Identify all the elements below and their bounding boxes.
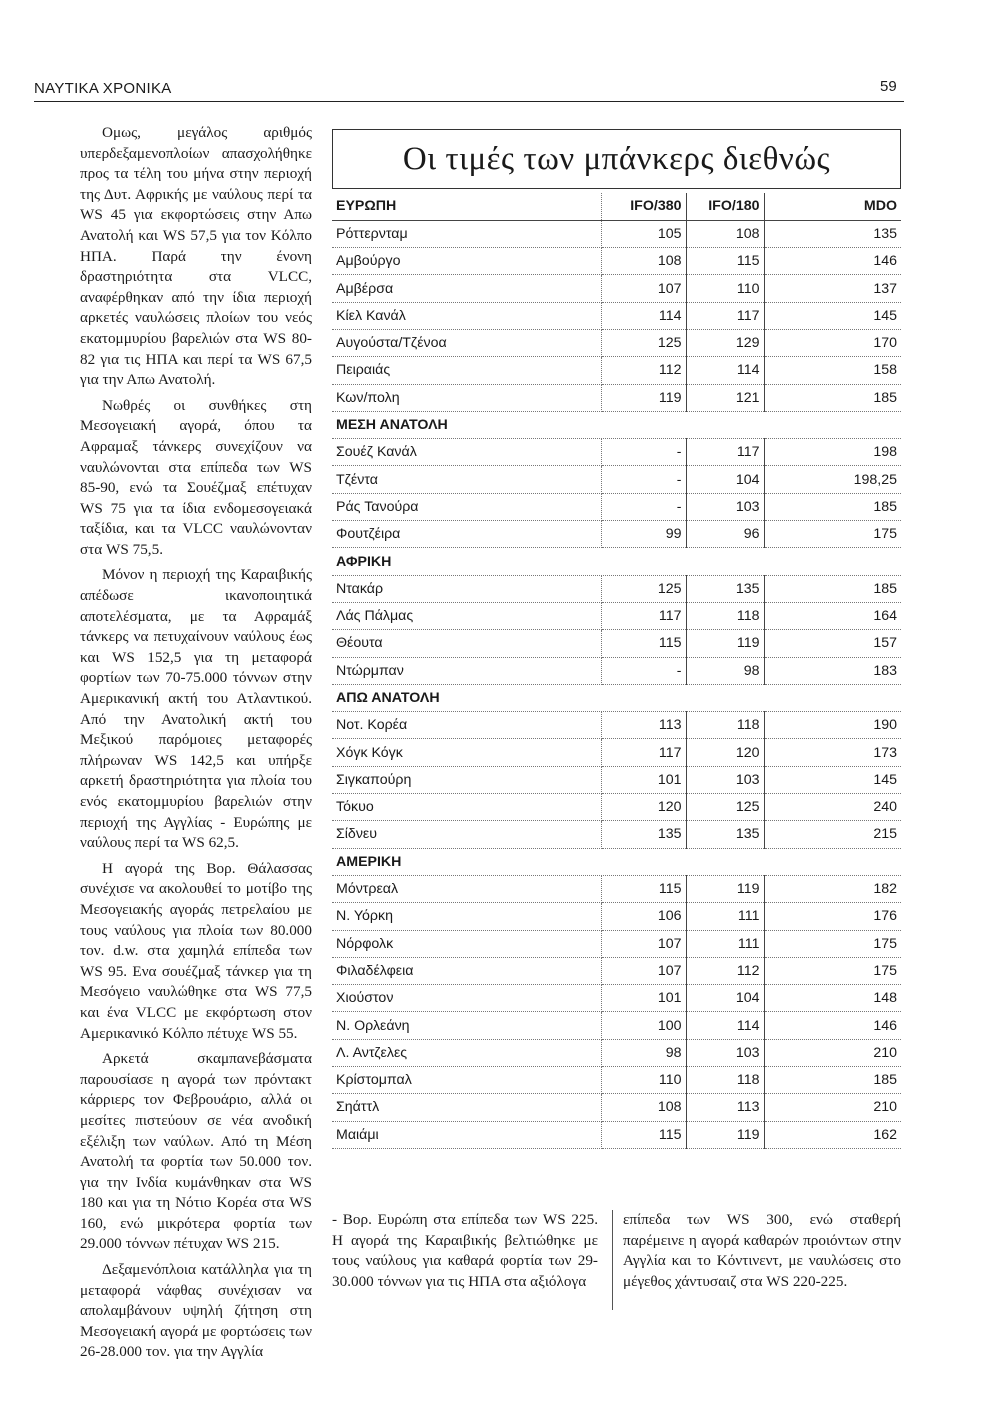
price-mdo: 185 [764, 384, 901, 411]
port-row [332, 1094, 901, 1121]
price-ifo180: 117 [686, 302, 764, 329]
port-row [332, 575, 901, 602]
price-mdo: 198 [764, 439, 901, 466]
price-ifo380: 113 [601, 712, 686, 739]
port-name: Σίδνευ [332, 821, 601, 848]
price-ifo380: 101 [601, 766, 686, 793]
article-paragraph: Νωθρές οι συνθήκες στη Μεσογειακή αγορά, όπου τα Αφραμαξ τάνκερς συνεχίζουν να ναυλώνονται στα επίπεδα των WS 85-90, ενώ τα Σουέζμαξ επέτυχαν WS 75 για τα ίδια ενδομεσογειακά ταξίδια, και τα VLCC ναυλώνονταν στα WS 75,5. [80, 396, 312, 558]
price-ifo380: - [601, 493, 686, 520]
port-row [332, 275, 901, 302]
price-ifo180: 118 [686, 712, 764, 739]
port-row [332, 1121, 901, 1148]
price-ifo180: 103 [686, 493, 764, 520]
port-row [332, 739, 901, 766]
price-ifo180: 98 [686, 657, 764, 684]
price-mdo: 215 [764, 821, 901, 848]
price-ifo380: - [601, 439, 686, 466]
price-ifo380: 115 [601, 875, 686, 902]
price-ifo380: 115 [601, 1121, 686, 1148]
price-ifo180: 118 [686, 602, 764, 629]
price-ifo180: 118 [686, 1067, 764, 1094]
port-name: Πειραιάς [332, 357, 601, 384]
price-mdo: 183 [764, 657, 901, 684]
price-ifo180: 114 [686, 1012, 764, 1039]
article-paragraph: Ομως, μεγάλος αριθμός υπερδεξαμενοπλοίων απασχολήθηκε προς τα τέλη του μήνα στην περιοχή της Δυτ. Αφρικής με ναύλους περί τα WS 45 για εκφορτώσεις στην Απω Ανατολή και WS 57,5 για τον Κόλπο ΗΠΑ. Παρά την ένονη δραστηριότητα στα VLCC, αναφέρθηκαν από την ίδια περιοχή αρκετές ναυλώσεις πλοίων του νεός εκατομμυρίου βαρελιών στα WS 80-82 για τις ΗΠΑ και περί τα WS 67,5 για την Απω Ανατολή. [80, 124, 312, 389]
port-row [332, 439, 901, 466]
price-ifo380: 108 [601, 1094, 686, 1121]
price-ifo380: 110 [601, 1067, 686, 1094]
region-heading: ΕΥΡΩΠΗ [332, 193, 601, 220]
article-left-column [80, 123, 312, 1368]
price-mdo: 198,25 [764, 466, 901, 493]
price-ifo180: 115 [686, 248, 764, 275]
price-mdo: 157 [764, 630, 901, 657]
port-name: Σηάττλ [332, 1094, 601, 1121]
price-ifo380: 112 [601, 357, 686, 384]
price-ifo380: 106 [601, 903, 686, 930]
price-mdo: 146 [764, 248, 901, 275]
header-rule [34, 101, 904, 102]
port-row [332, 357, 901, 384]
table-title: Οι τιμές των μπάνκερς διεθνώς [402, 140, 831, 177]
price-ifo380: 100 [601, 1012, 686, 1039]
port-row [332, 602, 901, 629]
price-mdo: 145 [764, 302, 901, 329]
article-paragraph: Δεξαμενόπλοια κατάλληλα για τη μεταφορά νάφθας συνέχισαν να απολαμβάνουν υψηλή ζήτηση στη Μεσογειακή αγορά με φορτώσεις των 26-28.000 τον. για την Αγγλία [80, 1261, 312, 1361]
price-ifo380: 119 [601, 384, 686, 411]
price-ifo180: 113 [686, 1094, 764, 1121]
port-name: Κων/πολη [332, 384, 601, 411]
price-ifo180: 135 [686, 575, 764, 602]
article-paragraph: Αρκετά σκαμπανεβάσματα παρουσίασε η αγορά των πρόντακτ κάρριερς τον Φεβρουάριο, αλλά οι μεσίτες πιστεύουν σε νέα ανοδική εξέλιξη των ναύλων. Από τη Μέση Ανατολή τα φορτία των 50.000 τον. για την Ινδία κυμάνθηκαν στα WS 180 και για τη Νότιο Κορέα στα WS 160, ενώ μικρότερα φορτία των 29.000 τόννων πέτυχαν WS 215. [80, 1050, 312, 1253]
port-name: Φουτζέιρα [332, 521, 601, 548]
port-row [332, 794, 901, 821]
price-ifo380: - [601, 466, 686, 493]
price-ifo180: 120 [686, 739, 764, 766]
port-row [332, 957, 901, 984]
price-mdo: 148 [764, 985, 901, 1012]
region-heading: ΑΠΩ ΑΝΑΤΟΛΗ [332, 684, 901, 711]
price-ifo180: 111 [686, 903, 764, 930]
price-ifo180: 103 [686, 766, 764, 793]
price-ifo180: 117 [686, 439, 764, 466]
price-mdo: 185 [764, 575, 901, 602]
port-row [332, 302, 901, 329]
port-row [332, 821, 901, 848]
price-mdo: 162 [764, 1121, 901, 1148]
price-ifo180: 135 [686, 821, 764, 848]
price-ifo180: 125 [686, 794, 764, 821]
price-ifo180: 121 [686, 384, 764, 411]
price-ifo180: 110 [686, 275, 764, 302]
price-ifo180: 96 [686, 521, 764, 548]
port-row [332, 493, 901, 520]
port-name: Μαιάμι [332, 1121, 601, 1148]
port-row [332, 1012, 901, 1039]
price-ifo380: 107 [601, 957, 686, 984]
port-name: Αυγούστα/Τζένοα [332, 329, 601, 356]
port-name: Αμβούργο [332, 248, 601, 275]
port-row [332, 766, 901, 793]
price-ifo380: 117 [601, 739, 686, 766]
price-mdo: 170 [764, 329, 901, 356]
port-name: Τζέντα [332, 466, 601, 493]
price-ifo180: 114 [686, 357, 764, 384]
price-ifo180: 103 [686, 1039, 764, 1066]
port-name: Κρίστομπαλ [332, 1067, 601, 1094]
price-ifo380: 125 [601, 575, 686, 602]
port-row [332, 630, 901, 657]
price-mdo: 173 [764, 739, 901, 766]
region-row [332, 193, 901, 220]
column-header-mdo: MDO [764, 193, 901, 220]
bottom-text-column-1 [332, 1210, 598, 1292]
port-row [332, 930, 901, 957]
price-mdo: 185 [764, 493, 901, 520]
price-mdo: 135 [764, 220, 901, 247]
price-mdo: 175 [764, 521, 901, 548]
column-header-ifo180: IFO/180 [686, 193, 764, 220]
price-ifo380: 114 [601, 302, 686, 329]
region-row [332, 848, 901, 875]
price-ifo380: 99 [601, 521, 686, 548]
column-divider [612, 1210, 613, 1310]
price-ifo380: 101 [601, 985, 686, 1012]
price-ifo380: 107 [601, 275, 686, 302]
bottom-paragraph: επίπεδα των WS 300, ενώ σταθερή παρέμεινε η αγορά καθαρών προιόντων στην Αγγλία και το Κόντινεντ, με ναυλώσεις στο μέγεθος χάντυσαιζ στα WS 220-225. [623, 1211, 901, 1290]
price-ifo180: 111 [686, 930, 764, 957]
price-ifo180: 104 [686, 466, 764, 493]
region-heading: ΜΕΣΗ ΑΝΑΤΟΛΗ [332, 411, 901, 438]
port-name: Χόγκ Κόγκ [332, 739, 601, 766]
port-name: Τόκυο [332, 794, 601, 821]
port-row [332, 903, 901, 930]
price-mdo: 158 [764, 357, 901, 384]
port-row [332, 712, 901, 739]
page-number: 59 [880, 78, 897, 95]
port-name: Νόρφολκ [332, 930, 601, 957]
port-name: Ντώρμπαν [332, 657, 601, 684]
price-ifo380: 108 [601, 248, 686, 275]
region-heading: ΑΦΡΙΚΗ [332, 548, 901, 575]
port-name: Θέουτα [332, 630, 601, 657]
port-name: Χιούστον [332, 985, 601, 1012]
port-row [332, 875, 901, 902]
bottom-text-column-2 [623, 1210, 901, 1292]
price-ifo180: 119 [686, 1121, 764, 1148]
price-mdo: 176 [764, 903, 901, 930]
price-mdo: 146 [764, 1012, 901, 1039]
price-mdo: 240 [764, 794, 901, 821]
port-row [332, 384, 901, 411]
port-name: Ν. Υόρκη [332, 903, 601, 930]
price-ifo380: 125 [601, 329, 686, 356]
bunker-prices-table [332, 193, 901, 1149]
price-mdo: 185 [764, 1067, 901, 1094]
port-name: Φιλαδέλφεια [332, 957, 601, 984]
price-ifo180: 104 [686, 985, 764, 1012]
price-mdo: 190 [764, 712, 901, 739]
port-row [332, 248, 901, 275]
port-name: Κίελ Κανάλ [332, 302, 601, 329]
port-name: Ν. Ορλεάνη [332, 1012, 601, 1039]
port-name: Σουέζ Κανάλ [332, 439, 601, 466]
price-mdo: 175 [764, 930, 901, 957]
region-row [332, 411, 901, 438]
price-mdo: 175 [764, 957, 901, 984]
price-ifo380: 105 [601, 220, 686, 247]
port-row [332, 1039, 901, 1066]
price-mdo: 137 [764, 275, 901, 302]
price-ifo180: 108 [686, 220, 764, 247]
price-ifo380: 120 [601, 794, 686, 821]
price-ifo180: 129 [686, 329, 764, 356]
price-mdo: 210 [764, 1039, 901, 1066]
price-ifo380: 115 [601, 630, 686, 657]
port-name: Λάς Πάλμας [332, 602, 601, 629]
region-heading: ΑΜΕΡΙΚΗ [332, 848, 901, 875]
article-paragraph: Η αγορά της Βορ. Θάλασσας συνέχισε να ακολουθεί το μοτίβο της Μεσογειακής αγοράς πετρελαίου με τους ναύλους για πλοία των 80.000 τον. d.w. στα χαμηλά επίπεδα των WS 95. Ενα σουέζμαξ τάνκερ για τη Μεσόγειο ναυλώθηκε στα WS 77,5 και ένα VLCC με εκφόρτωση στον Αμερικανικό Κόλπο πέτυχε WS 55. [80, 859, 312, 1042]
price-mdo: 210 [764, 1094, 901, 1121]
port-row [332, 1067, 901, 1094]
port-row [332, 329, 901, 356]
port-name: Μόντρεαλ [332, 875, 601, 902]
article-paragraph: Μόνον η περιοχή της Καραιβικής απέδωσε ικανοποιητικά αποτελέσματα, με τα Αφραμάξ τάνκερς να πετυχαίνουν ναύλους έως και WS 152,5 για τη μεταφορά φορτίων των 70-75.000 τόννων στην Αμερικανική ακτή του Ατλαντικού. Από την Ανατολική ακτή του Μεξικού παρόμοιες μεταφορές πλήρωναν WS 142,5 και υπήρξε αρκετή δραστηριότητα για πλοία του ενός εκατομμυρίου βαρελιών στην περιοχή της Αγγλίας - Ευρώπης με ναύλους περί τα WS 62,5. [80, 566, 312, 852]
price-mdo: 164 [764, 602, 901, 629]
port-row [332, 521, 901, 548]
price-ifo380: 98 [601, 1039, 686, 1066]
running-header-title: ΝΑΥΤΙΚΑ ΧΡΟΝΙΚΑ [34, 80, 172, 97]
table-title-box [332, 129, 901, 189]
price-ifo180: 112 [686, 957, 764, 984]
port-name: Ντακάρ [332, 575, 601, 602]
price-ifo380: - [601, 657, 686, 684]
price-mdo: 182 [764, 875, 901, 902]
price-ifo180: 119 [686, 630, 764, 657]
price-ifo380: 135 [601, 821, 686, 848]
region-row [332, 684, 901, 711]
price-ifo380: 117 [601, 602, 686, 629]
port-row [332, 466, 901, 493]
port-name: Αμβέρσα [332, 275, 601, 302]
price-ifo180: 119 [686, 875, 764, 902]
port-name: Σιγκαπούρη [332, 766, 601, 793]
port-name: Ρόττερνταμ [332, 220, 601, 247]
bottom-paragraph: - Βορ. Ευρώπη στα επίπεδα των WS 225. Η αγορά της Καραιβικής βελτιώθηκε με τους ναύλους για καθαρά φορτία των 29-30.000 τόννων για τις ΗΠΑ στα αξιόλογα [332, 1211, 598, 1290]
port-name: Νοτ. Κορέα [332, 712, 601, 739]
port-name: Λ. Αντζελες [332, 1039, 601, 1066]
port-row [332, 657, 901, 684]
port-name: Ράς Τανούρα [332, 493, 601, 520]
region-row [332, 548, 901, 575]
price-mdo: 145 [764, 766, 901, 793]
column-header-ifo380: IFO/380 [601, 193, 686, 220]
price-ifo380: 107 [601, 930, 686, 957]
port-row [332, 220, 901, 247]
port-row [332, 985, 901, 1012]
